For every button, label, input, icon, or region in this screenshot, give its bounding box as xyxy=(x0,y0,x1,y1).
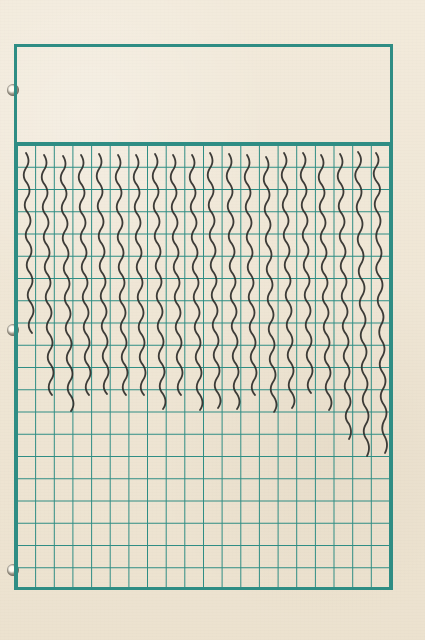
handwritten-column xyxy=(336,153,354,581)
handwritten-column xyxy=(373,153,391,581)
handwritten-column xyxy=(150,153,168,581)
handwritten-column xyxy=(262,153,280,581)
header-box xyxy=(17,47,390,145)
handwritten-column xyxy=(299,153,317,581)
handwritten-column xyxy=(243,153,261,581)
handwritten-column xyxy=(280,153,298,581)
handwritten-column xyxy=(169,153,187,581)
writing-grid xyxy=(17,145,390,590)
handwritten-column xyxy=(188,153,206,581)
handwritten-column xyxy=(354,153,372,581)
handwritten-column xyxy=(317,153,335,581)
handwritten-column xyxy=(206,153,224,581)
handwritten-column xyxy=(225,153,243,581)
manuscript-frame xyxy=(14,44,393,590)
